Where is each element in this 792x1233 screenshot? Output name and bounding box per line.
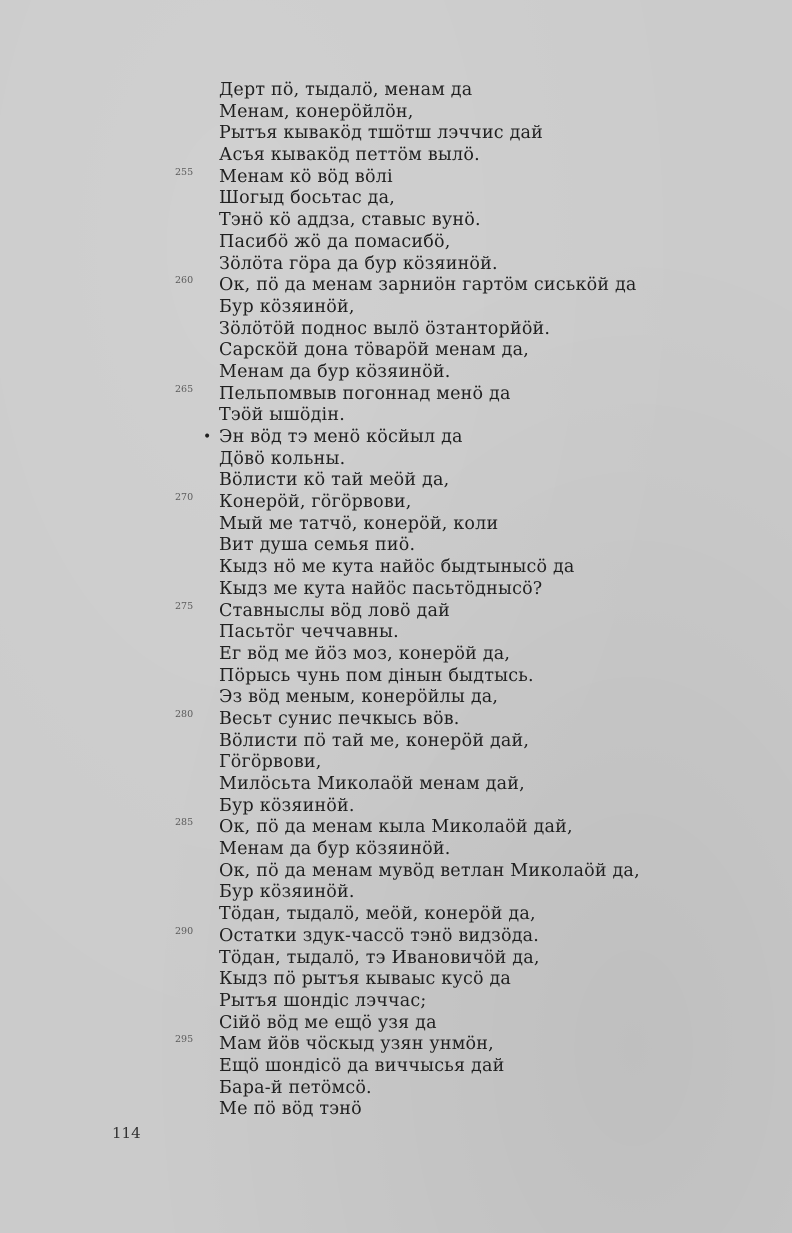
line-text: Тэнӧ кӧ аддза, ставыс вунӧ. — [219, 210, 481, 231]
line-text: Пасьтӧг чеччавны. — [219, 622, 399, 643]
line-text: Дӧвӧ кольны. — [219, 448, 346, 469]
poem-line — [0, 752, 792, 774]
poem-line — [0, 188, 792, 210]
poem-line — [0, 731, 792, 753]
line-text: Эн вӧд тэ менӧ кӧсйыл да — [219, 427, 463, 447]
poem-line — [0, 362, 792, 384]
line-text: Зӧлӧта гӧра да бур кӧзяинӧй. — [219, 253, 498, 274]
line-text: Дерт пӧ, тыдалӧ, менам да — [219, 80, 473, 100]
line-text: Рытъя кывакӧд тшӧтш лэччис дай — [219, 123, 544, 144]
line-text: Ок, пӧ да менам мувӧд ветлан Миколаӧй да, — [219, 860, 640, 881]
poem-line — [0, 427, 792, 449]
poem-line — [0, 1013, 792, 1035]
line-text: Пельпомвыв погоннад менӧ да — [219, 383, 511, 404]
poem-line — [0, 709, 792, 731]
line-text: Сарскӧй дона тӧварӧй менам да, — [219, 340, 529, 361]
poem-line — [0, 666, 792, 688]
line-text: Менам, конерӧйлӧн, — [219, 101, 414, 122]
line-text: Милӧсьта Миколаӧй менам дай, — [219, 774, 525, 794]
line-number: 265 — [175, 383, 194, 395]
poem-line — [0, 340, 792, 362]
poem-line — [0, 470, 792, 492]
line-text: Пасибӧ жӧ да помасибӧ, — [219, 231, 451, 252]
line-number: 275 — [175, 600, 194, 612]
line-text: Кыдз пӧ рытъя кываыс кусӧ да — [219, 969, 512, 990]
line-text: Весьт сунис печкысь вӧв. — [219, 708, 460, 729]
poem-line — [0, 232, 792, 254]
poem-line — [0, 817, 792, 839]
line-text: Вӧлисти пӧ тай ме, конерӧй дай, — [219, 730, 530, 751]
poem-line — [0, 969, 792, 991]
line-text: Зӧлӧтӧй поднос вылӧ ӧзтанторйӧй. — [219, 318, 551, 339]
poem-line — [0, 384, 792, 406]
line-number: 290 — [175, 925, 194, 937]
poem-line — [0, 948, 792, 970]
poem-line — [0, 991, 792, 1013]
poem-line — [0, 319, 792, 341]
line-text: Тӧдан, тыдалӧ, меӧй, конерӧй да, — [219, 904, 536, 925]
line-text: Ок, пӧ да менам зарниӧн гартӧм сиськӧй да — [219, 275, 637, 296]
poem-line — [0, 622, 792, 644]
poem-line — [0, 557, 792, 579]
line-text: Шогыд босьтас да, — [219, 188, 395, 209]
line-text: Эз вӧд меным, конерӧйлы да, — [219, 687, 499, 708]
poem-line — [0, 102, 792, 124]
poem-line — [0, 1078, 792, 1100]
line-text: Мам йӧв чӧскыд узян унмӧн, — [219, 1034, 494, 1055]
line-number: 270 — [175, 492, 194, 504]
line-text: Сiйӧ вӧд ме ещӧ узя да — [219, 1012, 437, 1033]
poem-line — [0, 145, 792, 167]
poem-line — [0, 1034, 792, 1056]
poem-line — [0, 861, 792, 883]
line-text: Ещӧ шондiсӧ да виччысья дай — [219, 1055, 505, 1076]
poem-line — [0, 210, 792, 232]
line-text: Кыдз нӧ ме кута найӧс быдтынысӧ да — [219, 557, 575, 578]
line-text: Ег вӧд ме йӧз моз, конерӧй да, — [219, 643, 511, 664]
poem-line — [0, 1099, 792, 1121]
poem-line — [0, 405, 792, 427]
poem-line — [0, 774, 792, 796]
line-text: Бур кӧзяинӧй, — [219, 296, 355, 317]
poem-line — [0, 297, 792, 319]
poem-line — [0, 796, 792, 818]
line-text: Бур кӧзяинӧй. — [219, 882, 355, 903]
line-number: 280 — [175, 708, 194, 720]
poem-line — [0, 275, 792, 297]
poem-line — [0, 579, 792, 601]
line-text: Вӧлисти кӧ тай меӧй да, — [219, 470, 450, 491]
poem-text — [0, 80, 792, 1121]
line-text: Вит душа семья пиӧ. — [219, 535, 416, 556]
line-text: Ок, пӧ да менам кыла Миколаӧй дай, — [219, 817, 573, 838]
line-text: Бара-й петӧмсӧ. — [219, 1077, 372, 1098]
poem-line — [0, 687, 792, 709]
poem-line — [0, 839, 792, 861]
line-text: Тӧдан, тыдалӧ, тэ Ивановичӧй да, — [219, 947, 540, 968]
poem-line — [0, 123, 792, 145]
line-text: Менам да бур кӧзяинӧй. — [219, 839, 451, 860]
line-text: Менам да бур кӧзяинӧй. — [219, 361, 451, 382]
poem-line — [0, 1056, 792, 1078]
line-text: Пӧрысь чунь пом дiнын быдтысь. — [219, 665, 534, 686]
line-text: Мый ме татчӧ, конерӧй, коли — [219, 513, 499, 534]
poem-line — [0, 926, 792, 948]
line-text: Менам кӧ вӧд вӧлі — [219, 166, 393, 187]
poem-line — [0, 601, 792, 623]
poem-line — [0, 167, 792, 189]
line-text: Рытъя шондiс лэччас; — [219, 990, 427, 1011]
line-number: 295 — [175, 1034, 194, 1046]
poem-line — [0, 449, 792, 471]
poem-line — [0, 535, 792, 557]
line-text: Тэӧй ышӧдін. — [219, 405, 345, 426]
line-number: 255 — [175, 166, 194, 178]
line-text: Асъя кывакӧд петтӧм вылӧ. — [219, 145, 480, 166]
line-number: 260 — [175, 275, 194, 287]
line-number: 285 — [175, 817, 194, 829]
bullet-mark: • — [203, 429, 212, 445]
line-text: Конерӧй, гӧгӧрвови, — [219, 492, 412, 513]
line-text: Ме пӧ вӧд тэнӧ — [219, 1099, 362, 1120]
poem-line — [0, 254, 792, 276]
page-number: 114 — [112, 1124, 141, 1142]
poem-line — [0, 514, 792, 536]
poem-line — [0, 904, 792, 926]
line-text: Кыдз ме кута найӧс пасьтӧднысӧ? — [219, 578, 543, 599]
line-text: Остатки здук-чассӧ тэнӧ видзӧда. — [219, 925, 540, 946]
line-text: Гӧгӧрвови, — [219, 752, 322, 773]
line-text: Ставныслы вӧд ловӧ дай — [219, 600, 450, 621]
poem-line — [0, 492, 792, 514]
line-text: Бур кӧзяинӧй. — [219, 795, 355, 816]
poem-line — [0, 80, 792, 102]
poem-line — [0, 882, 792, 904]
poem-line — [0, 644, 792, 666]
